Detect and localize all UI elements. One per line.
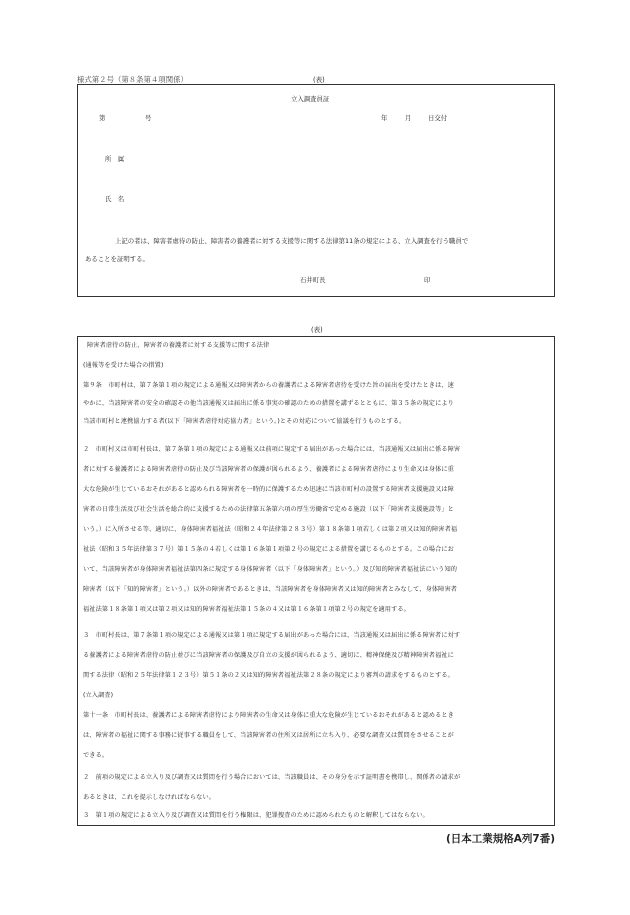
law-line: 大な危険が生じているおそれがあると認められる障害者を一時的に保護するため迅速に当該市町村の設置する障害者支援施設又は障 — [83, 486, 454, 493]
law-line: 第９条 市町村は、第７条第１項の規定による通報又は障害者からの養護者による障害者虐待を受けた旨の届出を受けたときは、速 — [83, 382, 454, 389]
law-line: は、障害者の福祉に関する事務に従事する職員をして、当該障害者の住所又は居所に立ち入り、必要な調査又は質問をさせることが — [83, 732, 454, 739]
law-line: (立入調査) — [83, 692, 114, 699]
issue-month: 月 — [405, 114, 412, 122]
front-side-label: (表) — [313, 76, 325, 84]
law-line: いう。）に入所させる等、適切に、身体障害者福祉法（昭和２４年法律第２８３号）第１８条第１項若しくは第２項又は知的障害者福 — [83, 526, 458, 533]
law-line: 祉法（昭和３５年法律第３７号）第１５条の４若しくは第１６条第１項第２号の規定による措置を講じるものとする。この場合にお — [83, 546, 454, 553]
paper-size-note: (日本工業規格A列7番) — [445, 833, 555, 845]
certification-text-line2: あることを証明する。 — [85, 255, 149, 263]
law-line: できる。 — [83, 752, 109, 759]
law-line: いて、当該障害者が身体障害者福祉法第四条に規定する身体障害者（以下「身体障害者」という。）及び知的障害者福祉法にいう知的 — [83, 566, 458, 573]
law-line: 障害者虐待の防止、障害者の養護者に対する支援等に関する法律 — [87, 342, 270, 349]
law-line: ３ 市町村長は、第７条第１項の規定による通報又は第１項に規定する届出があった場合には、当該通報又は届出に係る障害者に対す — [83, 632, 461, 639]
affiliation-label: 所 属 — [105, 155, 125, 163]
certification-text-line1: 上記の者は、障害者虐待の防止、障害者の養護者に対する支援等に関する法律第11条の規定による、立入調査を行う職員で — [115, 237, 469, 245]
law-line: 第十一条 市町村長は、養護者による障害者虐待により障害者の生命又は身体に重大な危険が生じているおそれがあると認めるとき — [83, 712, 454, 719]
back-side-label: (表) — [311, 326, 323, 334]
law-line: やかに、当該障害者の安全の確認その他当該通報又は届出に係る事実の確認のための措置を講ずるとともに、第３５条の規定により — [83, 400, 454, 407]
seal-mark: 印 — [424, 276, 431, 284]
law-line: ２ 前項の規定による立入り及び調査又は質問を行う場合においては、当該職員は、その身分を示す証明書を携帯し、関係者の請求が — [83, 774, 461, 781]
issuer-name: 石井町長 — [300, 276, 326, 284]
issue-day: 日交付 — [428, 114, 448, 122]
law-line: 当該市町村と連携協力する者(以下「障害者虐待対応協力者」という。)とその対応について協議を行うものとする。 — [83, 418, 406, 425]
law-line: (通報等を受けた場合の措置) — [83, 362, 164, 369]
law-line: 障害者（以下「知的障害者」という。）以外の障害者であるときは、当該障害者を身体障害者又は知的障害者とみなして、身体障害者 — [83, 586, 458, 593]
law-line: 関する法律（昭和２５年法律第１２３号）第５１条の２又は知的障害者福祉法第２８条の規定により審判の請求をするものとする。 — [83, 672, 454, 679]
form-number: 様式第２号（第８条第４項関係） — [77, 75, 188, 84]
law-line: ３ 第１項の規定による立入り及び調査又は質問を行う権限は、犯罪捜査のために認められたものと解釈してはならない。 — [83, 812, 429, 819]
card-title: 立入調査員証 — [291, 95, 330, 103]
card-number-suffix: 号 — [145, 114, 152, 122]
law-line: ２ 市町村又は市町村長は、第７条第１項の規定による通報又は前項に規定する届出があった場合には、当該通報又は届出に係る障害 — [83, 446, 461, 453]
id-card-back — [77, 336, 555, 826]
name-label: 氏 名 — [105, 195, 125, 203]
law-line: 福祉法第１８条第１項又は第２項又は知的障害者福祉法第１５条の４又は第１６条第１項第２号の規定を適用する。 — [83, 606, 410, 613]
card-number-prefix: 第 — [99, 114, 106, 122]
law-line: る養護者による障害者虐待の防止並びに当該障害者の保護及び自立の支援が図られるよう、適切に、精神保健及び精神障害者福祉に — [83, 652, 454, 659]
law-line: 者に対する養護者による障害者虐待の防止及び当該障害者の保護が図られるよう、養護者による障害者虐待により生命又は身体に重 — [83, 466, 454, 473]
law-line: あるときは、これを提示しなければならない。 — [83, 794, 216, 801]
law-line: 害者の日常生活及び社会生活を総合的に支援するための法律第五条第六項の厚生労働省で定める施設（以下「障害者支援施設等」と — [83, 506, 454, 513]
issue-year: 年 — [381, 114, 388, 122]
